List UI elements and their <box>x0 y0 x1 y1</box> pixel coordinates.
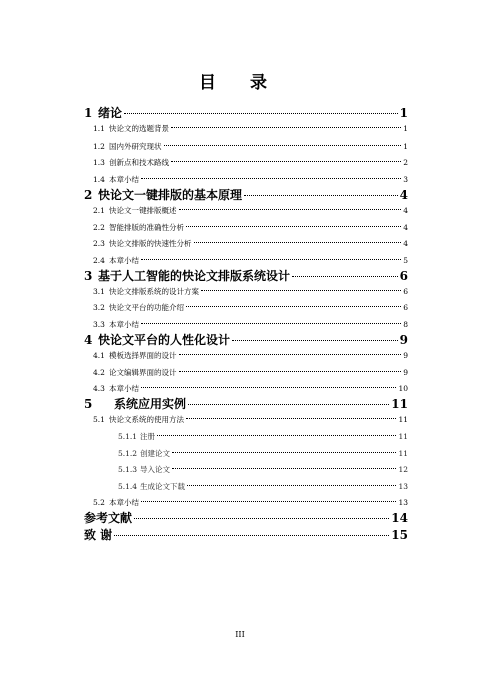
toc-entry-number: 5.1.4 <box>118 482 138 491</box>
toc-entry-page: 14 <box>391 511 408 525</box>
toc-entry[interactable] <box>93 350 408 361</box>
dot-leader <box>141 387 396 388</box>
toc-entry-number: 3.3 <box>93 320 105 329</box>
toc-entry-label: 快论文一键排版概述 <box>109 206 177 215</box>
toc-entry-label: 快论文的选题背景 <box>109 124 169 133</box>
toc-entry-label: 本章小结 <box>109 384 139 393</box>
toc-entry-number: 4.2 <box>93 368 105 377</box>
toc-entry-number: 5.1.1 <box>118 432 138 441</box>
toc-entry-label: 本章小结 <box>109 498 139 507</box>
toc-entry-label: 生成论文下载 <box>140 482 185 491</box>
toc-entry-page: 4 <box>403 223 408 232</box>
toc-entry-number: 4.3 <box>93 384 105 393</box>
toc-entry-label: 参考文献 <box>84 511 133 525</box>
toc-entry[interactable] <box>118 431 408 442</box>
dot-leader <box>179 354 402 355</box>
toc-entry-label: 创建论文 <box>140 449 170 458</box>
toc-entry-page: 11 <box>398 432 408 441</box>
toc-entry[interactable] <box>118 448 408 459</box>
toc-entry[interactable] <box>93 286 408 297</box>
toc-entry[interactable] <box>93 414 408 425</box>
toc-entry-number: 3 <box>84 269 93 283</box>
toc-entry[interactable] <box>93 205 408 216</box>
toc-entry-number: 1.3 <box>93 158 105 167</box>
toc-entry-label: 快论文平台的功能介绍 <box>109 303 184 312</box>
toc-entry[interactable] <box>93 123 408 134</box>
toc-entry-label: 本章小结 <box>109 320 139 329</box>
toc-entry-page: 10 <box>398 384 408 393</box>
toc-entry[interactable] <box>84 395 408 412</box>
toc-entry-number: 2.1 <box>93 206 105 215</box>
toc-entry-page: 9 <box>399 333 408 347</box>
dot-leader <box>179 209 402 210</box>
toc-entry[interactable] <box>84 509 408 526</box>
dot-leader <box>186 226 401 227</box>
toc-entry-page: 11 <box>398 415 408 424</box>
toc-entry-label: 注册 <box>140 432 155 441</box>
toc-entry[interactable] <box>93 174 408 185</box>
toc-entry-page: 13 <box>398 482 408 491</box>
toc-entry-page: 4 <box>399 188 408 202</box>
toc-entry-label: 快论文排版系统的设计方案 <box>109 287 199 296</box>
toc-entry-label: 致 谢 <box>84 528 113 542</box>
toc-entry-label: 模板选择界面的设计 <box>109 351 177 360</box>
toc-entry-label: 快论文系统的使用方法 <box>109 415 184 424</box>
toc-entry-label: 智能排版的准确性分析 <box>109 223 184 232</box>
toc-entry-label: 创新点和技术路线 <box>109 158 169 167</box>
toc-entry-label: 快论文平台的人性化设计 <box>98 333 231 347</box>
toc-entry[interactable] <box>118 481 408 492</box>
toc-entry-number: 1.1 <box>93 124 105 133</box>
toc-entry-number: 4.1 <box>93 351 105 360</box>
toc-entry-page: 4 <box>403 206 408 215</box>
toc-entry-label: 导入论文 <box>140 465 170 474</box>
dot-leader <box>179 371 402 372</box>
toc-entry-label: 本章小结 <box>109 256 139 265</box>
toc-entry-page: 1 <box>403 124 408 133</box>
toc-entry-page: 5 <box>403 256 408 265</box>
toc-entry-number: 2.2 <box>93 223 105 232</box>
toc-entry-number: 5.1.2 <box>118 449 138 458</box>
page-number: III <box>235 630 245 639</box>
toc-entry-page: 6 <box>399 269 408 283</box>
toc-entry-page: 6 <box>403 287 408 296</box>
toc-entry[interactable] <box>93 319 408 330</box>
dot-leader <box>187 485 396 486</box>
dot-leader <box>188 404 389 405</box>
toc-entry[interactable] <box>93 157 408 168</box>
toc-entry-page: 4 <box>403 239 408 248</box>
toc-entry[interactable] <box>93 302 408 313</box>
toc-entry-page: 9 <box>403 368 408 377</box>
toc-title: 目 录 <box>199 73 281 93</box>
toc-entry[interactable] <box>93 255 408 266</box>
toc-entry-number: 5.1 <box>93 415 105 424</box>
dot-leader <box>114 535 389 536</box>
dot-leader <box>244 195 398 196</box>
dot-leader <box>292 276 398 277</box>
toc-entry-number: 5 <box>84 397 93 411</box>
toc-entry-number: 2 <box>84 188 93 202</box>
dot-leader <box>164 145 402 146</box>
dot-leader <box>134 518 389 519</box>
dot-leader <box>171 127 401 128</box>
toc-entry[interactable] <box>93 497 408 508</box>
toc-entry-page: 15 <box>391 528 408 542</box>
toc-entry[interactable] <box>84 186 408 203</box>
toc-entry-label: 国内外研究现状 <box>109 142 162 151</box>
dot-leader <box>141 501 396 502</box>
toc-entry-label: 系统应用实例 <box>114 397 187 411</box>
toc-entry[interactable] <box>93 238 408 249</box>
toc-entry-number: 4 <box>84 333 93 347</box>
toc-entry-page: 9 <box>403 351 408 360</box>
toc-entry[interactable] <box>93 141 408 152</box>
toc-entry[interactable] <box>84 104 408 121</box>
dot-leader <box>232 340 398 341</box>
toc-entry-label: 论文编辑界面的设计 <box>109 368 177 377</box>
dot-leader <box>171 161 401 162</box>
dot-leader <box>172 452 396 453</box>
dot-leader <box>141 178 401 179</box>
toc-entry[interactable] <box>93 367 408 378</box>
toc-entry-number: 1 <box>84 106 93 120</box>
toc-entry-number: 3.2 <box>93 303 105 312</box>
dot-leader <box>141 259 401 260</box>
toc-entry-page: 1 <box>403 142 408 151</box>
toc-entry-label: 基于人工智能的快论文排版系统设计 <box>98 269 291 283</box>
toc-entry-number: 5.2 <box>93 498 105 507</box>
toc-entry-page: 1 <box>399 106 408 120</box>
dot-leader <box>186 418 396 419</box>
toc-entry-page: 6 <box>403 303 408 312</box>
dot-leader <box>124 113 398 114</box>
toc-entry-number: 3.1 <box>93 287 105 296</box>
toc-entry-page: 12 <box>398 465 408 474</box>
toc-entry-page: 11 <box>398 449 408 458</box>
dot-leader <box>157 435 396 436</box>
dot-leader <box>194 242 402 243</box>
toc-entry[interactable] <box>84 526 408 543</box>
toc-entry[interactable] <box>84 331 408 348</box>
toc-entry-label: 绪论 <box>98 106 123 120</box>
toc-entry-page: 3 <box>403 175 408 184</box>
toc-entry-label: 快论文一键排版的基本原理 <box>98 188 243 202</box>
toc-entry-page: 2 <box>403 158 408 167</box>
toc-entry-page: 11 <box>391 397 408 411</box>
toc-entry-number: 1.2 <box>93 142 105 151</box>
toc-entry-number: 2.4 <box>93 256 105 265</box>
dot-leader <box>201 290 401 291</box>
toc-entry-label: 快论文排版的快速性分析 <box>109 239 192 248</box>
toc-entry-number: 1.4 <box>93 175 105 184</box>
toc-entry[interactable] <box>118 464 408 475</box>
toc-entry-number: 2.3 <box>93 239 105 248</box>
dot-leader <box>186 306 401 307</box>
toc-entry-page: 13 <box>398 498 408 507</box>
toc-entry[interactable] <box>84 267 408 284</box>
dot-leader <box>141 323 401 324</box>
dot-leader <box>172 468 396 469</box>
toc-entry-number: 5.1.3 <box>118 465 138 474</box>
toc-entry-label: 本章小结 <box>109 175 139 184</box>
toc-entry[interactable] <box>93 222 408 233</box>
toc-entry-page: 8 <box>403 320 408 329</box>
toc-entry[interactable] <box>93 383 408 394</box>
